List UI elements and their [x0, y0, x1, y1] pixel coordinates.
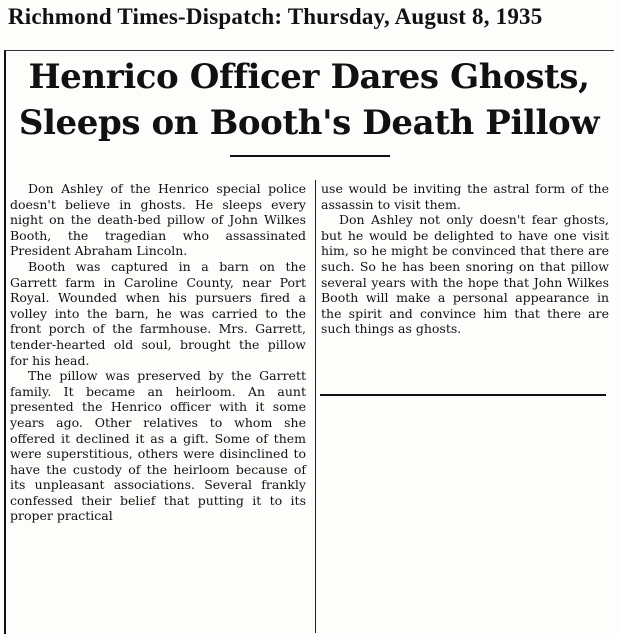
paragraph-continued: use would be inviting the astral form of the assassin to visit them.: [321, 181, 609, 212]
paragraph: The pillow was preserved by the Garrett family. It became an heirloom. An aunt presented the Henrico officer with it some years ago. Other relatives to whom she offered it declined it as a gift. Some of them were superstitious, others were disinclined to have the custody of the heirloom because of its unpleasant associations. Several frankly confessed their belief that putting it to its proper practical: [10, 368, 306, 524]
paragraph: Don Ashley not only doesn't fear ghosts, but he would be delighted to have one visit him, so he might be convinced that there are such. So he has been snoring on that pillow several years with the hope that John Wilkes Booth will make a personal appearance in the spirit and convince him that there are such things as ghosts.: [321, 212, 609, 337]
article-end-rule: [320, 394, 606, 396]
paragraph: Don Ashley of the Henrico special police doesn't believe in ghosts. He sleeps every night on the death-bed pillow of John Wilkes Booth, the tragedian who assassinated President Abraham Lincoln.: [10, 181, 306, 259]
article-column-right: [321, 181, 609, 337]
article-column-left: [10, 181, 306, 524]
newspaper-dateline: Richmond Times-Dispatch: Thursday, August 8, 1935: [8, 4, 543, 29]
headline-line-1: Henrico Officer Dares Ghosts,: [28, 57, 590, 97]
column-separator: [315, 180, 316, 633]
paragraph: Booth was captured in a barn on the Garrett farm in Caroline County, near Port Royal. Wounded when his pursuers fired a volley into the barn, he was carried to the front porch of the farmhouse. Mrs. Garrett, tender-hearted old soul, brought the pillow for his head.: [10, 258, 306, 368]
headline-line-2: Sleeps on Booth's Death Pillow: [18, 103, 600, 143]
headline-divider: [230, 155, 390, 157]
article-headline: [10, 54, 608, 146]
